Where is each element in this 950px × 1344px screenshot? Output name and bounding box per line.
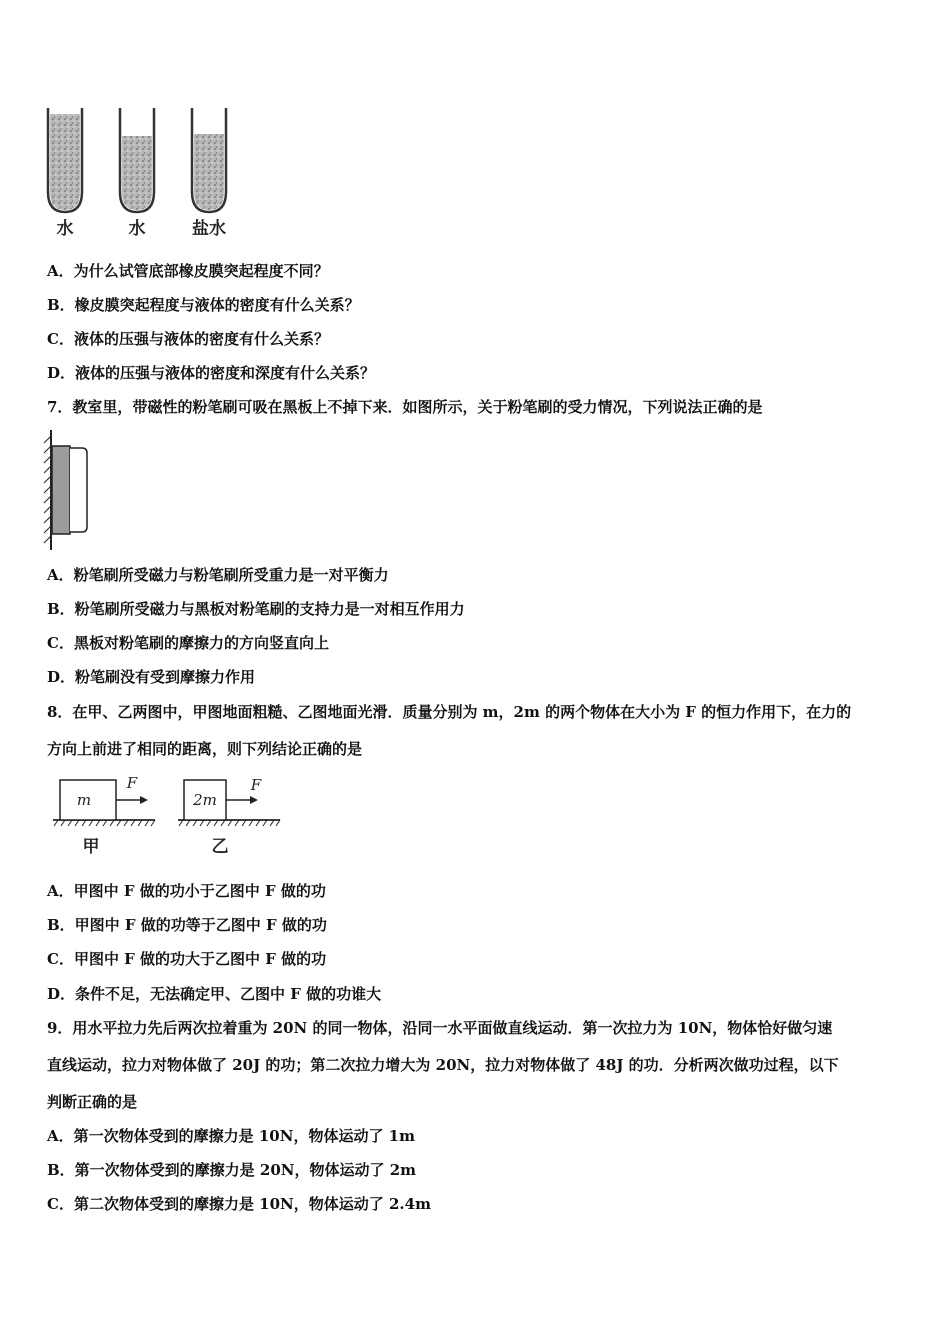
force-label-left: F (126, 774, 138, 792)
tube-2 (120, 108, 154, 212)
q9-stem-line3: 判断正确的是 (47, 1093, 138, 1111)
q7-option-b: B．粉笔刷所受磁力与黑板对粉笔刷的支持力是一对相互作用力 (47, 600, 465, 618)
caption-left: 甲 (82, 837, 100, 857)
mass-label-right: 2m (193, 791, 217, 809)
tube-1 (48, 108, 82, 212)
q7-stem: 7．教室里，带磁性的粉笔刷可吸在黑板上不掉下来．如图所示，关于粉笔刷的受力情况，下列说法正确的是 (47, 398, 763, 416)
force-diagrams-figure (50, 770, 290, 860)
force-label-right: F (250, 776, 262, 794)
q9-stem-line1: 9．用水平拉力先后两次拉着重为 20N 的同一物体，沿同一水平面做直线运动．第一次拉力为 10N，物体恰好做匀速 (47, 1019, 833, 1037)
q8-option-b: B．甲图中 F 做的功等于乙图中 F 做的功 (47, 916, 327, 934)
q8-option-d: D．条件不足，无法确定甲、乙图中 F 做的功谁大 (47, 985, 382, 1003)
diagram-right (178, 776, 280, 857)
q6-option-d: D．液体的压强与液体的密度和深度有什么关系？ (47, 364, 376, 382)
q8-stem-line1: 8．在甲、乙两图中，甲图地面粗糙、乙图地面光滑．质量分别为 m，2m 的两个物体在大小为 F 的恒力作用下，在力的 (47, 703, 852, 721)
q7-option-c: C．黑板对粉笔刷的摩擦力的方向竖直向上 (47, 634, 329, 652)
tube-label-1: 水 (56, 219, 74, 239)
q8-option-a: A．甲图中 F 做的功小于乙图中 F 做的功 (47, 882, 326, 900)
q9-option-c: C．第二次物体受到的摩擦力是 10N，物体运动了 2.4m (47, 1195, 431, 1213)
q7-option-d: D．粉笔刷没有受到摩擦力作用 (47, 668, 256, 686)
diagram-left (53, 774, 155, 857)
chalk-eraser (52, 446, 87, 534)
q9-stem-line2: 直线运动，拉力对物体做了 20J 的功；第二次拉力增大为 20N，拉力对物体做了 48J 的功．分析两次做功过程，以下 (47, 1056, 839, 1074)
chalk-eraser-figure (40, 428, 100, 554)
q8-option-c: C．甲图中 F 做的功大于乙图中 F 做的功 (47, 950, 327, 968)
q8-stem-line2: 方向上前进了相同的距离，则下列结论正确的是 (47, 740, 363, 758)
q6-option-c: C．液体的压强与液体的密度有什么关系？ (47, 330, 329, 348)
blackboard-wall (44, 430, 51, 550)
q6-option-a: A．为什么试管底部橡皮膜突起程度不同？ (47, 262, 329, 280)
q9-option-b: B．第一次物体受到的摩擦力是 20N，物体运动了 2m (47, 1161, 417, 1179)
mass-label-left: m (76, 791, 92, 809)
q6-option-b: B．橡皮膜突起程度与液体的密度有什么关系？ (47, 296, 360, 314)
tube-label-2: 水 (128, 219, 146, 239)
q9-option-a: A．第一次物体受到的摩擦力是 10N，物体运动了 1m (47, 1127, 415, 1145)
test-tubes-figure (40, 100, 240, 242)
caption-right: 乙 (211, 837, 229, 857)
tube-3 (192, 108, 226, 212)
q7-option-a: A．粉笔刷所受磁力与粉笔刷所受重力是一对平衡力 (47, 566, 389, 584)
tube-label-3: 盐水 (192, 219, 226, 239)
